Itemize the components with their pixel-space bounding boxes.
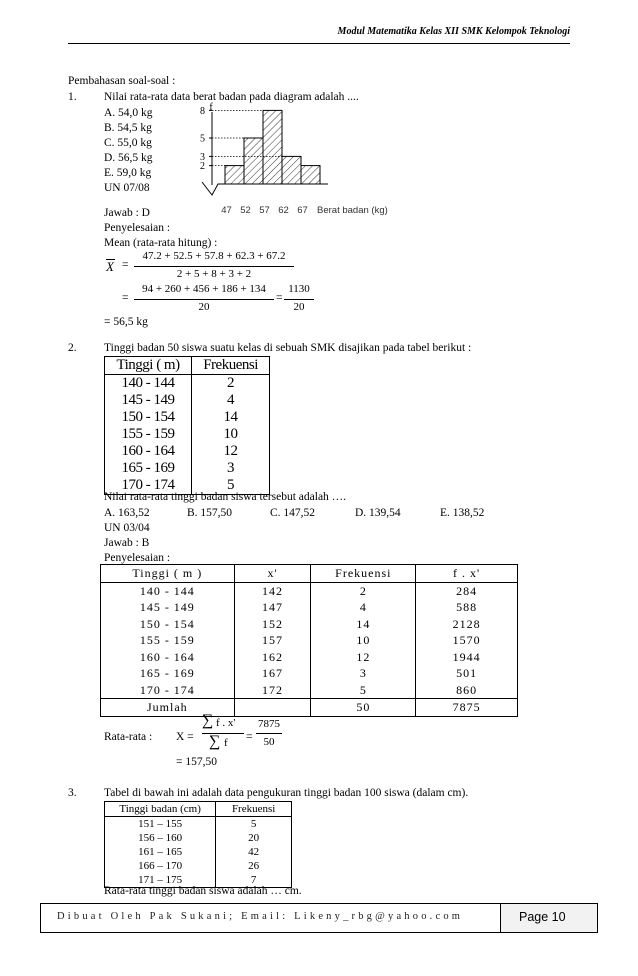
- table-row: [105, 817, 292, 832]
- fraction1-denominator: 2 + 5 + 8 + 3 + 2: [176, 268, 252, 280]
- table-cell: 2: [311, 582, 416, 599]
- q1-option-e: E. 59,0 kg: [104, 167, 152, 179]
- table-cell: 156 – 160: [105, 831, 216, 845]
- q1-option-a: A. 54,0 kg: [104, 107, 153, 119]
- table-row: [101, 616, 518, 633]
- table-header: Tinggi badan (cm): [105, 802, 216, 817]
- table-cell: 20: [216, 831, 292, 845]
- table-header-row: [105, 357, 270, 375]
- q1-mean-label: Mean (rata-rata hitung) :: [104, 237, 218, 249]
- header-rule: [68, 43, 570, 44]
- xbar-overline: [106, 259, 115, 260]
- table-cell: 170 - 174: [105, 477, 192, 495]
- y-tick-label: 8: [200, 105, 205, 117]
- x-axis-label: Berat badan (kg): [317, 205, 388, 216]
- table-cell: 3: [227, 460, 235, 476]
- histogram-chart: [180, 100, 430, 225]
- avg-denominator: f: [224, 737, 228, 749]
- table-cell: 170 - 174: [101, 682, 235, 699]
- histogram-bar: [263, 110, 282, 184]
- q3-question: Tabel di bawah ini adalah data pengukuran tinggi badan 100 siswa (dalam cm).: [104, 787, 469, 799]
- fraction1-numerator: 47.2 + 52.5 + 57.8 + 62.3 + 67.2: [142, 250, 286, 262]
- table-row: [101, 582, 518, 599]
- histogram-bar: [301, 166, 320, 184]
- fraction1-bar: [134, 266, 294, 267]
- table-row: [105, 460, 270, 477]
- y-axis-label: f: [209, 102, 213, 113]
- table-cell: 167: [234, 665, 311, 682]
- q2-solution-table: [100, 564, 518, 717]
- table-cell: 157: [234, 632, 311, 649]
- sigma-icon: ∑: [202, 712, 214, 729]
- q2-source: UN 03/04: [104, 522, 150, 534]
- fraction2-bar: [134, 299, 274, 300]
- table-cell: 4: [311, 599, 416, 616]
- equals-3: =: [276, 292, 283, 304]
- table-header: Frekuensi: [311, 565, 416, 583]
- page-header: Modul Matematika Kelas XII SMK Kelompok Teknologi: [337, 26, 570, 37]
- table-row: [105, 426, 270, 443]
- fraction3-denominator: 20: [293, 301, 305, 313]
- table-header-row: [105, 802, 292, 817]
- q1-option-b: B. 54,5 kg: [104, 122, 152, 134]
- q2-solution-label: Penyelesaian :: [104, 552, 171, 564]
- q1-question: Nilai rata-rata data berat badan pada diagram adalah ....: [104, 91, 359, 103]
- table-cell: 172: [234, 682, 311, 699]
- table-row: [101, 649, 518, 666]
- table-cell: 14: [223, 409, 238, 425]
- table-cell: 155 - 159: [101, 632, 235, 649]
- intro-text: Pembahasan soal-soal :: [68, 75, 176, 87]
- table-row: [101, 632, 518, 649]
- table-row: [105, 443, 270, 460]
- footer-credit: Dibuat Oleh Pak Sukani; Email: Likeny_rbg@yahoo.com: [57, 911, 464, 922]
- x-tick-label: 47: [221, 205, 232, 216]
- table-cell: 42: [216, 845, 292, 859]
- avg-numerator: f . x': [216, 717, 236, 729]
- table-cell: 165 - 169: [105, 460, 192, 477]
- page-footer: [40, 903, 598, 933]
- table-cell: 161 – 165: [105, 845, 216, 859]
- x-tick-label: 67: [297, 205, 308, 216]
- table-header: f . x': [416, 565, 518, 583]
- x-tick-label: 62: [278, 205, 289, 216]
- q1-number: 1.: [68, 91, 77, 103]
- q2-answer: Jawab : B: [104, 537, 150, 549]
- fraction3-bar: [284, 299, 314, 300]
- fraction2-denominator: 20: [198, 301, 210, 313]
- q2-option-a: A. 163,52: [104, 507, 150, 519]
- sigma-icon: ∑: [209, 733, 221, 750]
- fraction3-numerator: 1130: [288, 283, 310, 295]
- table-cell: 150 - 154: [105, 409, 192, 426]
- avg-result: = 157,50: [176, 756, 217, 768]
- table-cell: 150 - 154: [101, 616, 235, 633]
- avg-value-bar: [256, 733, 282, 734]
- x-tick-label: 57: [259, 205, 270, 216]
- histogram-bar: [244, 138, 263, 184]
- q1-answer: Jawab : D: [104, 207, 150, 219]
- table-cell: 12: [311, 649, 416, 666]
- table-cell: 5: [311, 682, 416, 699]
- table-row: [105, 375, 270, 393]
- table-cell: 3: [311, 665, 416, 682]
- q1-option-d: D. 56,5 kg: [104, 152, 153, 164]
- table-cell: 140 - 144: [101, 582, 235, 599]
- table-sum-row: [101, 699, 518, 717]
- table-row: [105, 392, 270, 409]
- table-row: [101, 682, 518, 699]
- table-cell: 166 – 170: [105, 859, 216, 873]
- q2-option-e: E. 138,52: [440, 507, 485, 519]
- table-cell: 165 - 169: [101, 665, 235, 682]
- table-row: [105, 845, 292, 859]
- table-cell: 860: [416, 682, 518, 699]
- table-cell: 4: [227, 392, 235, 408]
- q1-source: UN 07/08: [104, 182, 150, 194]
- q2-prompt: Nilai rata-rata tinggi badan siswa tersebut adalah ….: [104, 491, 347, 503]
- table-cell: 588: [416, 599, 518, 616]
- table-cell: 151 – 155: [105, 817, 216, 832]
- q3-number: 3.: [68, 787, 77, 799]
- q2-option-d: D. 139,54: [355, 507, 401, 519]
- equals-2: =: [122, 292, 129, 304]
- q1-result: = 56,5 kg: [104, 316, 148, 328]
- table-row: [105, 409, 270, 426]
- avg-equals: =: [246, 731, 253, 743]
- x-tick-label: 52: [240, 205, 251, 216]
- table-row: [101, 599, 518, 616]
- equals-1: =: [122, 259, 129, 271]
- q2-option-c: C. 147,52: [270, 507, 316, 519]
- avg-denominator-value: 50: [263, 736, 275, 748]
- q2-number: 2.: [68, 342, 77, 354]
- q2-data-table: [104, 356, 270, 495]
- q3-prompt: Rata-rata tinggi badan siswa adalah … cm.: [104, 885, 302, 897]
- avg-label: Rata-rata :: [104, 731, 153, 743]
- table-row: [105, 831, 292, 845]
- table-row: [105, 859, 292, 873]
- y-tick-label: 5: [200, 133, 205, 145]
- avg-numerator-value: 7875: [258, 718, 280, 730]
- table-cell: 50: [311, 699, 416, 717]
- table-cell: 145 - 149: [105, 392, 192, 409]
- y-tick-label: 2: [200, 161, 205, 173]
- table-cell: 1570: [416, 632, 518, 649]
- table-header: x': [234, 565, 311, 583]
- table-cell: 10: [223, 426, 238, 442]
- table-cell: 10: [311, 632, 416, 649]
- table-header: Tinggi ( m ): [101, 565, 235, 583]
- table-cell: 284: [416, 582, 518, 599]
- table-cell: 2128: [416, 616, 518, 633]
- table-header-row: [101, 565, 518, 583]
- table-cell: 140 - 144: [105, 375, 192, 393]
- histogram-bar: [282, 156, 301, 184]
- table-cell: Jumlah: [101, 699, 235, 717]
- xbar-symbol: X: [106, 259, 114, 274]
- page-number: Page 10: [519, 910, 566, 924]
- table-cell: 171 – 175: [105, 873, 216, 888]
- q1-option-c: C. 55,0 kg: [104, 137, 152, 149]
- histogram-bar: [225, 166, 244, 184]
- table-cell: 12: [223, 443, 238, 459]
- q2-option-b: B. 157,50: [187, 507, 233, 519]
- q3-data-table: [104, 801, 292, 888]
- table-cell: 160 - 164: [101, 649, 235, 666]
- table-cell: 501: [416, 665, 518, 682]
- fraction2-numerator: 94 + 260 + 456 + 186 + 134: [142, 283, 266, 295]
- table-cell: 162: [234, 649, 311, 666]
- q2-question: Tinggi badan 50 siswa suatu kelas di sebuah SMK disajikan pada tabel berikut :: [104, 342, 472, 354]
- table-cell: 26: [216, 859, 292, 873]
- table-cell: 152: [234, 616, 311, 633]
- table-row: [101, 665, 518, 682]
- q1-solution-label: Penyelesaian :: [104, 222, 171, 234]
- table-cell: 2: [227, 375, 235, 391]
- table-cell: 160 - 164: [105, 443, 192, 460]
- table-cell: 5: [216, 817, 292, 832]
- table-cell: 145 - 149: [101, 599, 235, 616]
- table-cell: 7: [216, 873, 292, 888]
- table-header: Frekuensi: [216, 802, 292, 817]
- table-cell: [234, 699, 311, 717]
- page-number-box: [500, 904, 597, 932]
- table-cell: 5: [227, 477, 235, 493]
- table-cell: 7875: [416, 699, 518, 717]
- y-tick-label: 3: [200, 151, 205, 163]
- table-cell: 147: [234, 599, 311, 616]
- table-header: Tinggi ( m): [105, 357, 192, 375]
- table-header: Frekuensi: [192, 357, 270, 375]
- table-cell: 155 - 159: [105, 426, 192, 443]
- table-cell: 14: [311, 616, 416, 633]
- avg-x: X =: [176, 731, 194, 743]
- table-cell: 1944: [416, 649, 518, 666]
- table-cell: 142: [234, 582, 311, 599]
